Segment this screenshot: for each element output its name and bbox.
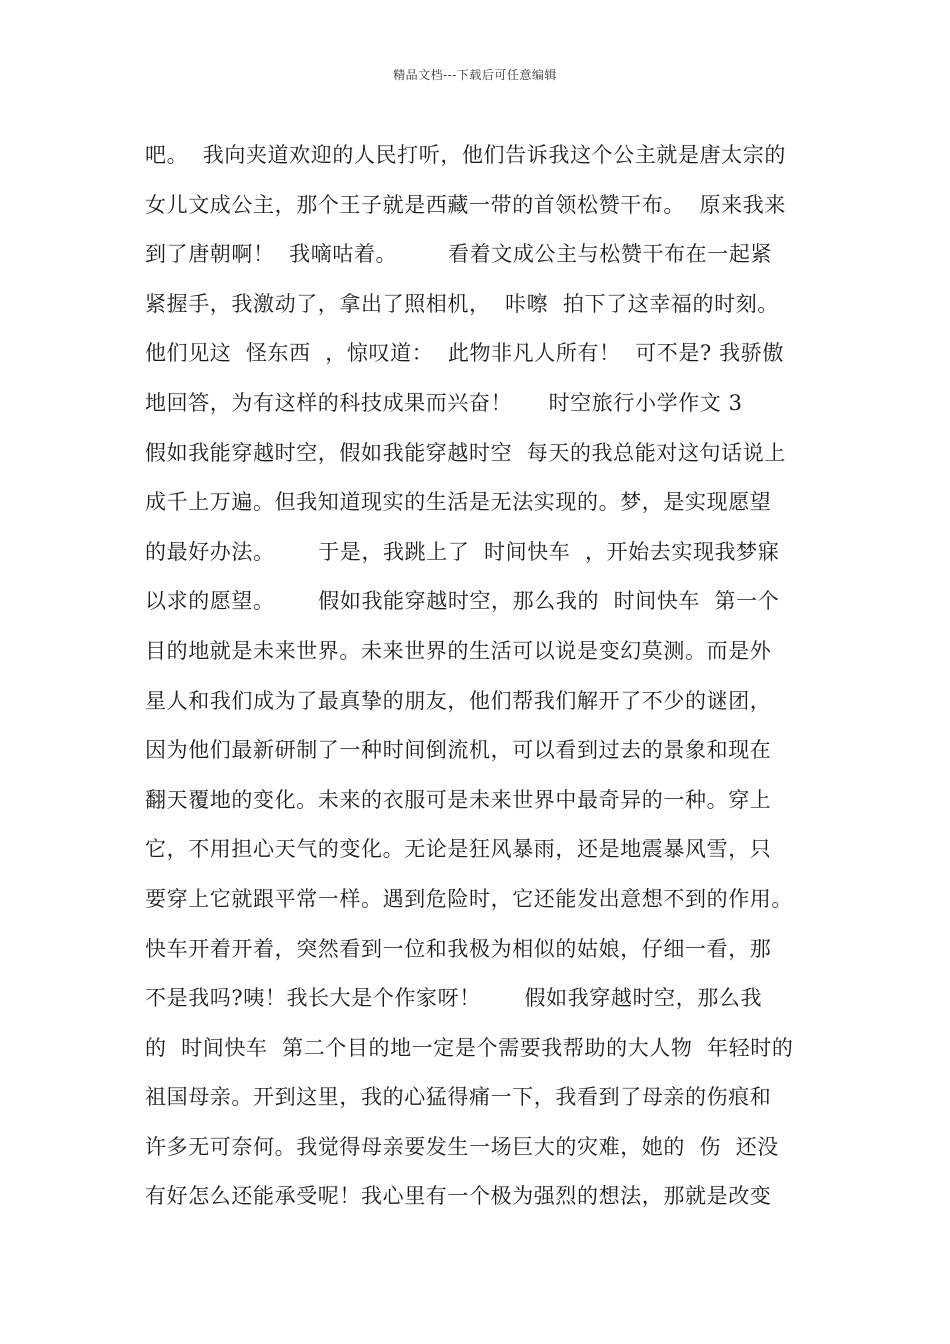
text-line: 以求的愿望。 假如我能穿越时空，那么我的 时间快车 第一个 — [145, 589, 780, 614]
text-line: 翻天覆地的变化。未来的衣服可是未来世界中最奇异的一种。穿上 — [145, 787, 772, 812]
text-line: 地回答，为有这样的科技成果而兴奋！ 时空旅行小学作文 3 — [145, 390, 743, 415]
document-body — [145, 131, 845, 1222]
text-line: 因为他们最新研制了一种时间倒流机，可以看到过去的景象和现在 — [145, 738, 772, 763]
text-line: 的最好办法。 于是，我跳上了 时间快车 ，开始去实现我梦寐 — [145, 539, 780, 564]
text-line: 要穿上它就跟平常一样。遇到危险时，它还能发出意想不到的作用。 — [145, 886, 793, 911]
page-header: 精品文档---下载后可任意编辑 — [393, 68, 557, 82]
text-line: 有好怎么还能承受呢！我心里有一个极为强烈的想法，那就是改变 — [145, 1184, 772, 1209]
text-line: 吧。 我向夹道欢迎的人民打听，他们告诉我这个公主就是唐太宗的 — [145, 143, 786, 167]
text-line: 不是我吗?咦！我长大是个作家呀！ 假如我穿越时空，那么我 — [145, 986, 763, 1011]
text-line: 女儿文成公主，那个王子就是西藏一带的首领松赞干布。 原来我来 — [145, 192, 786, 217]
text-line: 目的地就是未来世界。未来世界的生活可以说是变幻莫测。而是外 — [145, 638, 772, 663]
text-line: 星人和我们成为了最真挚的朋友，他们帮我们解开了不少的谜团， — [145, 688, 772, 713]
text-line: 许多无可奈何。我觉得母亲要发生一场巨大的灾难，她的 伤 还没 — [145, 1134, 779, 1159]
text-line: 假如我能穿越时空，假如我能穿越时空 每天的我总能对这句话说上 — [145, 440, 786, 465]
text-line: 紧握手，我激动了，拿出了照相机， 咔嚓 拍下了这幸福的时刻。 — [145, 291, 779, 316]
text-line: 快车开着开着，突然看到一位和我极为相似的姑娘，仔细一看，那 — [145, 936, 772, 961]
text-line: 到了唐朝啊！ 我嘀咕着。 看着文成公主与松赞干布在一起紧 — [145, 242, 773, 267]
text-line: 他们见这 怪东西 ，惊叹道： 此物非凡人所有！ 可不是? 我骄傲 — [145, 341, 784, 366]
text-line: 它，不用担心天气的变化。无论是狂风暴雨，还是地震暴风雪，只 — [145, 837, 772, 862]
text-line: 成千上万遍。但我知道现实的生活是无法实现的。梦，是实现愿望 — [145, 490, 772, 515]
text-line: 祖国母亲。开到这里，我的心猛得痛一下，我看到了母亲的伤痕和 — [145, 1085, 772, 1110]
text-line: 的 时间快车 第二个目的地一定是个需要我帮助的大人物 年轻时的 — [145, 1035, 794, 1060]
